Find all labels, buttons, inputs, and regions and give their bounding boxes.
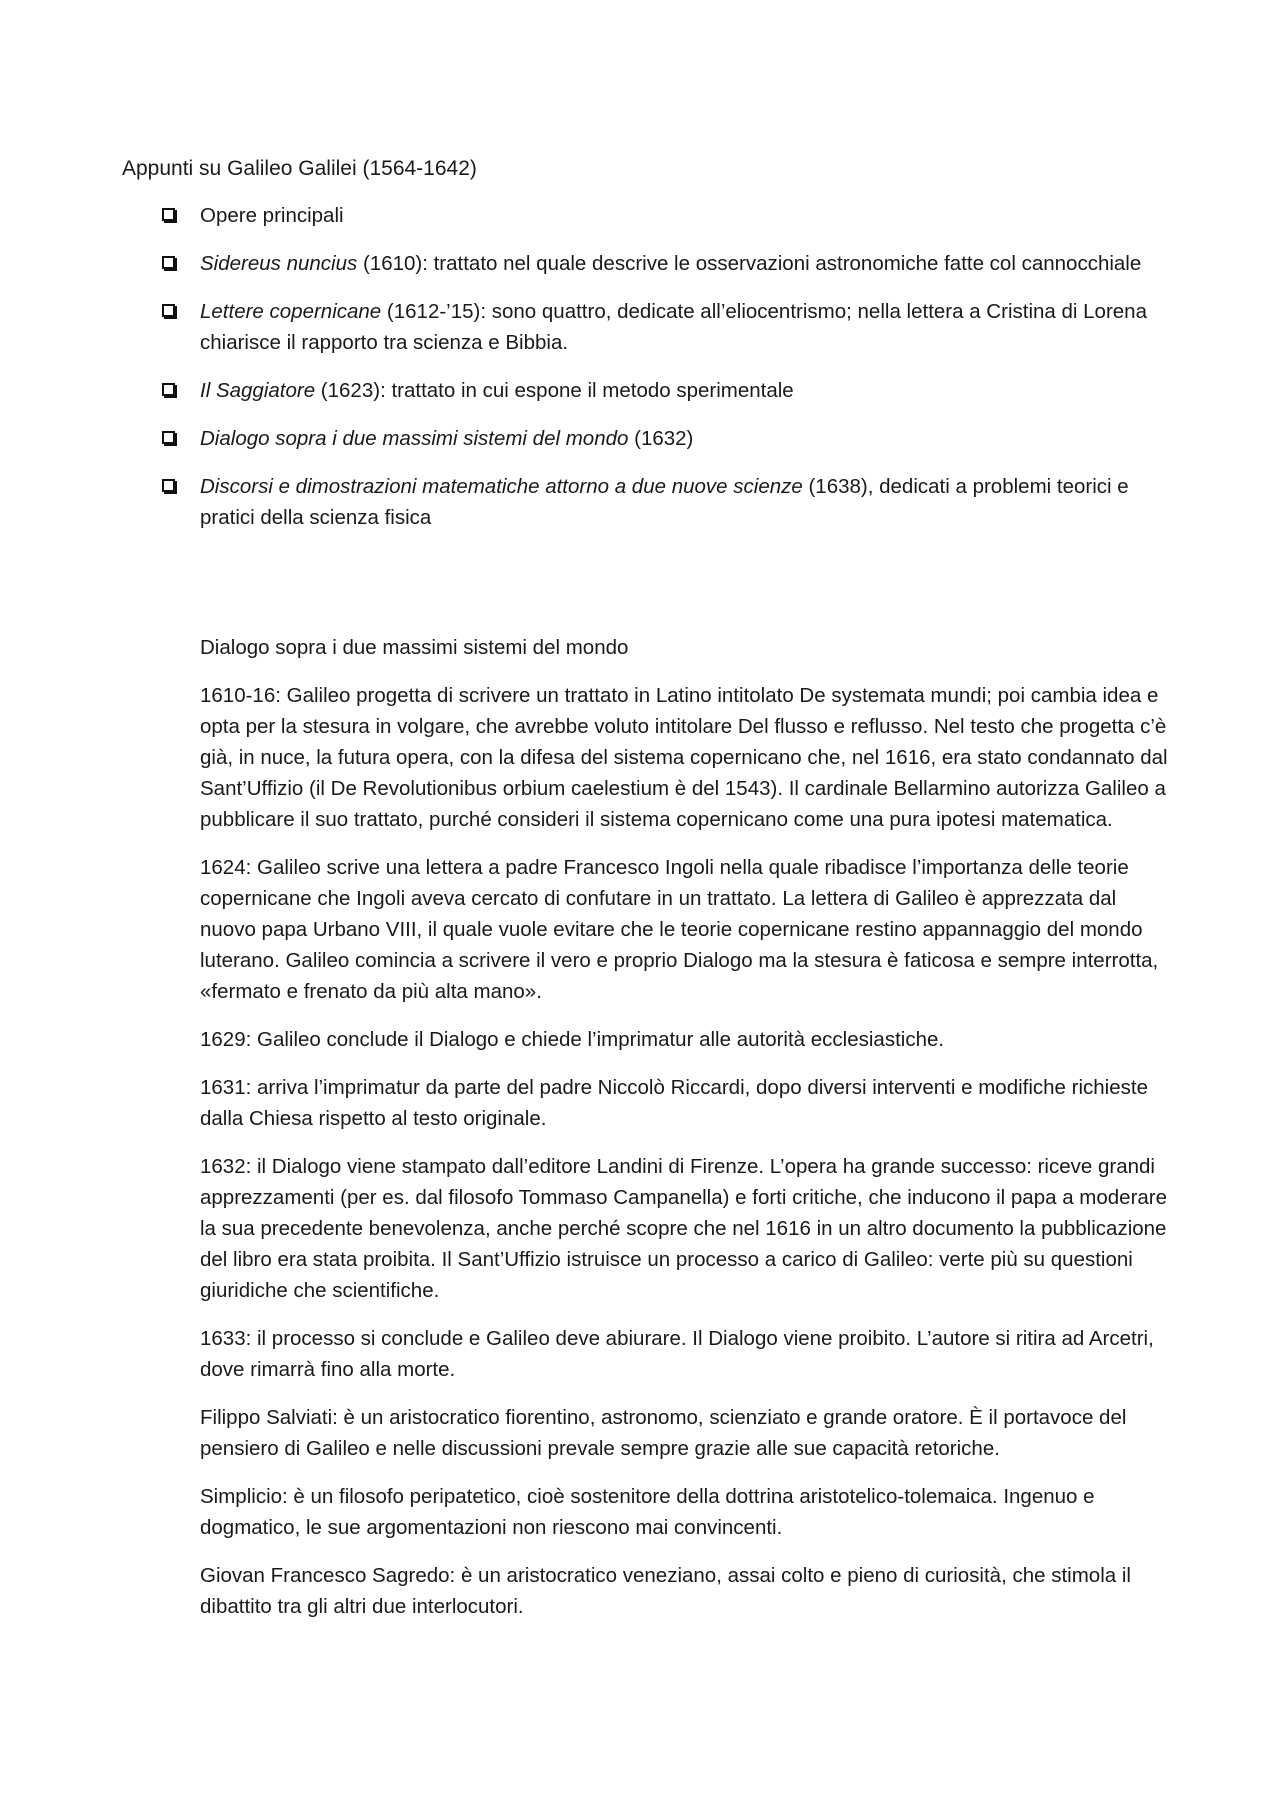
- checkbox-bullet-icon: [162, 431, 175, 444]
- paragraph: Giovan Francesco Sagredo: è un aristocratico veneziano, assai colto e pieno di curiosità, che stimola il dibattito tra gli altri due interlocutori.: [200, 1564, 1131, 1618]
- document-body: [200, 632, 1170, 1639]
- paragraph: 1629: Galileo conclude il Dialogo e chiede l’imprimatur alle autorità ecclesiastiche.: [200, 1028, 945, 1051]
- section-heading: Dialogo sopra i due massimi sistemi del mondo: [200, 636, 629, 659]
- paragraph: 1632: il Dialogo viene stampato dall’editore Landini di Firenze. L’opera ha grande successo: riceve grandi apprezzamenti (per es. dal filosofo Tommaso Campanella) e forti critiche, che inducono il papa a moderare la sua precedente benevolenza, anche perché scopre che nel 1616 in un altro documento la pubblicazione del libro era stata proibita. Il Sant’Uffizio istruisce un processo a carico di Galileo: verte più su questioni giuridiche che scientifiche.: [200, 1155, 1168, 1302]
- checkbox-bullet-icon: [162, 208, 175, 221]
- work-description: (1638), dedicati a problemi teorici e pratici della scienza fisica: [200, 475, 1129, 529]
- list-item: [160, 375, 1170, 406]
- paragraph: 1624: Galileo scrive una lettera a padre Francesco Ingoli nella quale ribadisce l’importanza delle teorie copernicane che Ingoli aveva cercato di confutare in un trattato. La lettera di Galileo è apprezzata dal nuovo papa Urbano VIII, il quale vuole evitare che le teorie copernicane restino appannaggio del mondo luterano. Galileo comincia a scrivere il vero e proprio Dialogo ma la stesura è faticosa e sempre interrotta, «fermato e frenato da più alta mano».: [200, 856, 1159, 1003]
- checkbox-bullet-icon: [162, 479, 175, 492]
- work-description: Opere principali: [200, 204, 344, 227]
- list-item: [160, 296, 1170, 358]
- work-title: Sidereus nuncius: [200, 252, 358, 275]
- work-title: Lettere copernicane: [200, 300, 382, 323]
- list-item: [160, 200, 1170, 231]
- checkbox-bullet-icon: [162, 256, 175, 269]
- list-item: [160, 423, 1170, 454]
- works-list: [160, 200, 1170, 550]
- list-item: [160, 471, 1170, 533]
- work-title: Il Saggiatore: [200, 379, 316, 402]
- paragraph: 1610-16: Galileo progetta di scrivere un trattato in Latino intitolato De systemata mundi; poi cambia idea e opta per la stesura in volgare, che avrebbe voluto intitolare Del flusso e reflusso. Nel testo che progetta c’è già, in nuce, la futura opera, con la difesa del sistema copernicano che, nel 1616, era stato condannato dal Sant’Uffizio (il De Revolutionibus orbium caelestium è del 1543). Il cardinale Bellarmino autorizza Galileo a pubblicare il suo trattato, purché consideri il sistema copernicano come una pura ipotesi matematica.: [200, 684, 1168, 831]
- paragraph: Filippo Salviati: è un aristocratico fiorentino, astronomo, scienziato e grande oratore. È il portavoce del pensiero di Galileo e nelle discussioni prevale sempre grazie alle sue capacità retoriche.: [200, 1406, 1127, 1460]
- work-title: Discorsi e dimostrazioni matematiche attorno a due nuove scienze: [200, 475, 803, 498]
- work-title: Dialogo sopra i due massimi sistemi del mondo: [200, 427, 629, 450]
- checkbox-bullet-icon: [162, 304, 175, 317]
- list-item: [160, 248, 1170, 279]
- work-description: (1623): trattato in cui espone il metodo sperimentale: [315, 379, 794, 402]
- checkbox-bullet-icon: [162, 383, 175, 396]
- document-title: Appunti su Galileo Galilei (1564-1642): [122, 157, 477, 180]
- paragraph: 1633: il processo si conclude e Galileo deve abiurare. Il Dialogo viene proibito. L’autore si ritira ad Arcetri, dove rimarrà fino alla morte.: [200, 1327, 1154, 1381]
- work-description: (1610): trattato nel quale descrive le osservazioni astronomiche fatte col cannocchiale: [357, 252, 1142, 275]
- paragraph: Simplicio: è un filosofo peripatetico, cioè sostenitore della dottrina aristotelico-tolemaica. Ingenuo e dogmatico, le sue argomentazioni non riescono mai convincenti.: [200, 1485, 1095, 1539]
- paragraph: 1631: arriva l’imprimatur da parte del padre Niccolò Riccardi, dopo diversi interventi e modifiche richieste dalla Chiesa rispetto al testo originale.: [200, 1076, 1148, 1130]
- work-description: (1612-’15): sono quattro, dedicate all’eliocentrismo; nella lettera a Cristina di Lorena chiarisce il rapporto tra scienza e Bibbia.: [200, 300, 1147, 354]
- work-description: (1632): [628, 427, 694, 450]
